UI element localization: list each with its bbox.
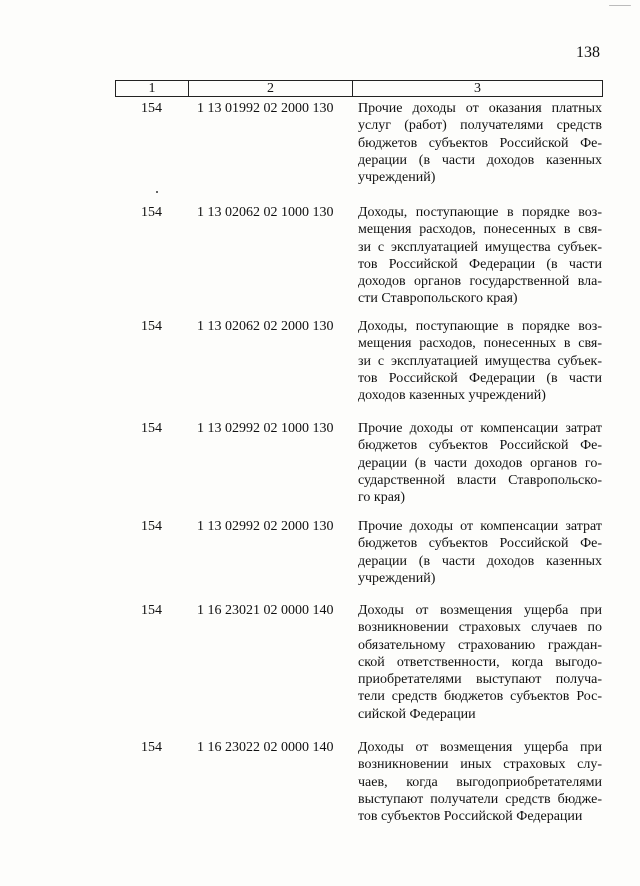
description-line: приобретателями выступают получа- bbox=[358, 672, 602, 688]
description-line: мещения расходов, понесенных в свя- bbox=[358, 222, 602, 238]
description-line: тов Российской Федерации (в части bbox=[358, 370, 602, 386]
description-line: зи с эксплуатацией имущества субъек- bbox=[358, 353, 602, 369]
budget-code-cell: 1 16 23021 02 0000 140 bbox=[197, 603, 334, 618]
header-col-2: 2 bbox=[189, 81, 353, 96]
description-line: доходов органов государственной вла- bbox=[358, 274, 602, 290]
budget-code-cell: 1 13 02062 02 2000 130 bbox=[197, 319, 334, 334]
scan-speck bbox=[156, 191, 158, 193]
description-line: Доходы, поступающие в порядке воз- bbox=[358, 319, 602, 334]
description-cell bbox=[358, 420, 602, 506]
admin-code-cell: 154 bbox=[141, 740, 162, 755]
description-cell bbox=[358, 602, 602, 723]
description-line: возникновении иных страховых слу- bbox=[358, 757, 602, 773]
description-line: бюджетов субъектов Российской Фе- bbox=[358, 135, 602, 151]
description-line: дерации (в части доходов казенных bbox=[358, 553, 602, 569]
description-line: Прочие доходы от компенсации затрат bbox=[358, 421, 602, 436]
header-col-1: 1 bbox=[116, 81, 189, 96]
admin-code-cell: 154 bbox=[141, 603, 162, 618]
description-line: возникновении страховых случаев по bbox=[358, 620, 602, 636]
description-line: услуг (работ) получателями средств bbox=[358, 118, 602, 134]
admin-code-cell: 154 bbox=[141, 519, 162, 534]
description-line: сийской Федерации bbox=[358, 706, 476, 722]
table-header bbox=[115, 80, 603, 97]
description-line: дерации (в части доходов органов го- bbox=[358, 455, 602, 471]
description-line: учреждений) bbox=[358, 170, 436, 186]
description-line: тели средств бюджетов субъектов Рос- bbox=[358, 689, 602, 705]
description-line: тов субъектов Российской Федерации bbox=[358, 809, 583, 825]
description-cell bbox=[358, 318, 602, 404]
description-line: сти Ставропольского края) bbox=[358, 291, 518, 307]
description-line: мещения расходов, понесенных в свя- bbox=[358, 336, 602, 352]
scan-speck bbox=[609, 5, 631, 6]
description-line: учреждений) bbox=[358, 570, 436, 586]
description-line: тов Российской Федерации (в части bbox=[358, 256, 602, 272]
description-line: доходов казенных учреждений) bbox=[358, 388, 546, 404]
budget-code-cell: 1 13 02992 02 1000 130 bbox=[197, 421, 334, 436]
description-line: го края) bbox=[358, 490, 406, 506]
description-line: чаев, когда выгодоприобретателями bbox=[358, 774, 602, 790]
description-line: Доходы от возмещения ущерба при bbox=[358, 740, 602, 755]
description-cell bbox=[358, 518, 602, 587]
description-line: Доходы, поступающие в порядке воз- bbox=[358, 205, 602, 220]
description-line: Прочие доходы от компенсации затрат bbox=[358, 519, 602, 534]
description-line: ской ответственности, когда выгодо- bbox=[358, 654, 602, 670]
budget-code-cell: 1 13 01992 02 2000 130 bbox=[197, 101, 334, 116]
description-line: обязательному страхованию граждан- bbox=[358, 637, 602, 653]
admin-code-cell: 154 bbox=[141, 101, 162, 116]
description-line: Доходы от возмещения ущерба при bbox=[358, 603, 602, 618]
description-line: бюджетов субъектов Российской Фе- bbox=[358, 438, 602, 454]
description-line: выступают получатели средств бюдже- bbox=[358, 791, 602, 807]
description-line: сударственной власти Ставропольско- bbox=[358, 472, 602, 488]
page-number: 138 bbox=[576, 44, 600, 61]
budget-code-cell: 1 13 02992 02 2000 130 bbox=[197, 519, 334, 534]
admin-code-cell: 154 bbox=[141, 319, 162, 334]
description-cell bbox=[358, 739, 602, 825]
description-cell bbox=[358, 204, 602, 308]
description-line: бюджетов субъектов Российской Фе- bbox=[358, 536, 602, 552]
admin-code-cell: 154 bbox=[141, 205, 162, 220]
description-cell bbox=[358, 100, 602, 186]
description-line: зи с эксплуатацией имущества субъек- bbox=[358, 239, 602, 255]
description-line: Прочие доходы от оказания платных bbox=[358, 101, 602, 116]
description-line: дерации (в части доходов казенных bbox=[358, 152, 602, 168]
budget-code-cell: 1 16 23022 02 0000 140 bbox=[197, 740, 334, 755]
budget-code-cell: 1 13 02062 02 1000 130 bbox=[197, 205, 334, 220]
header-col-3: 3 bbox=[474, 81, 481, 96]
admin-code-cell: 154 bbox=[141, 421, 162, 436]
